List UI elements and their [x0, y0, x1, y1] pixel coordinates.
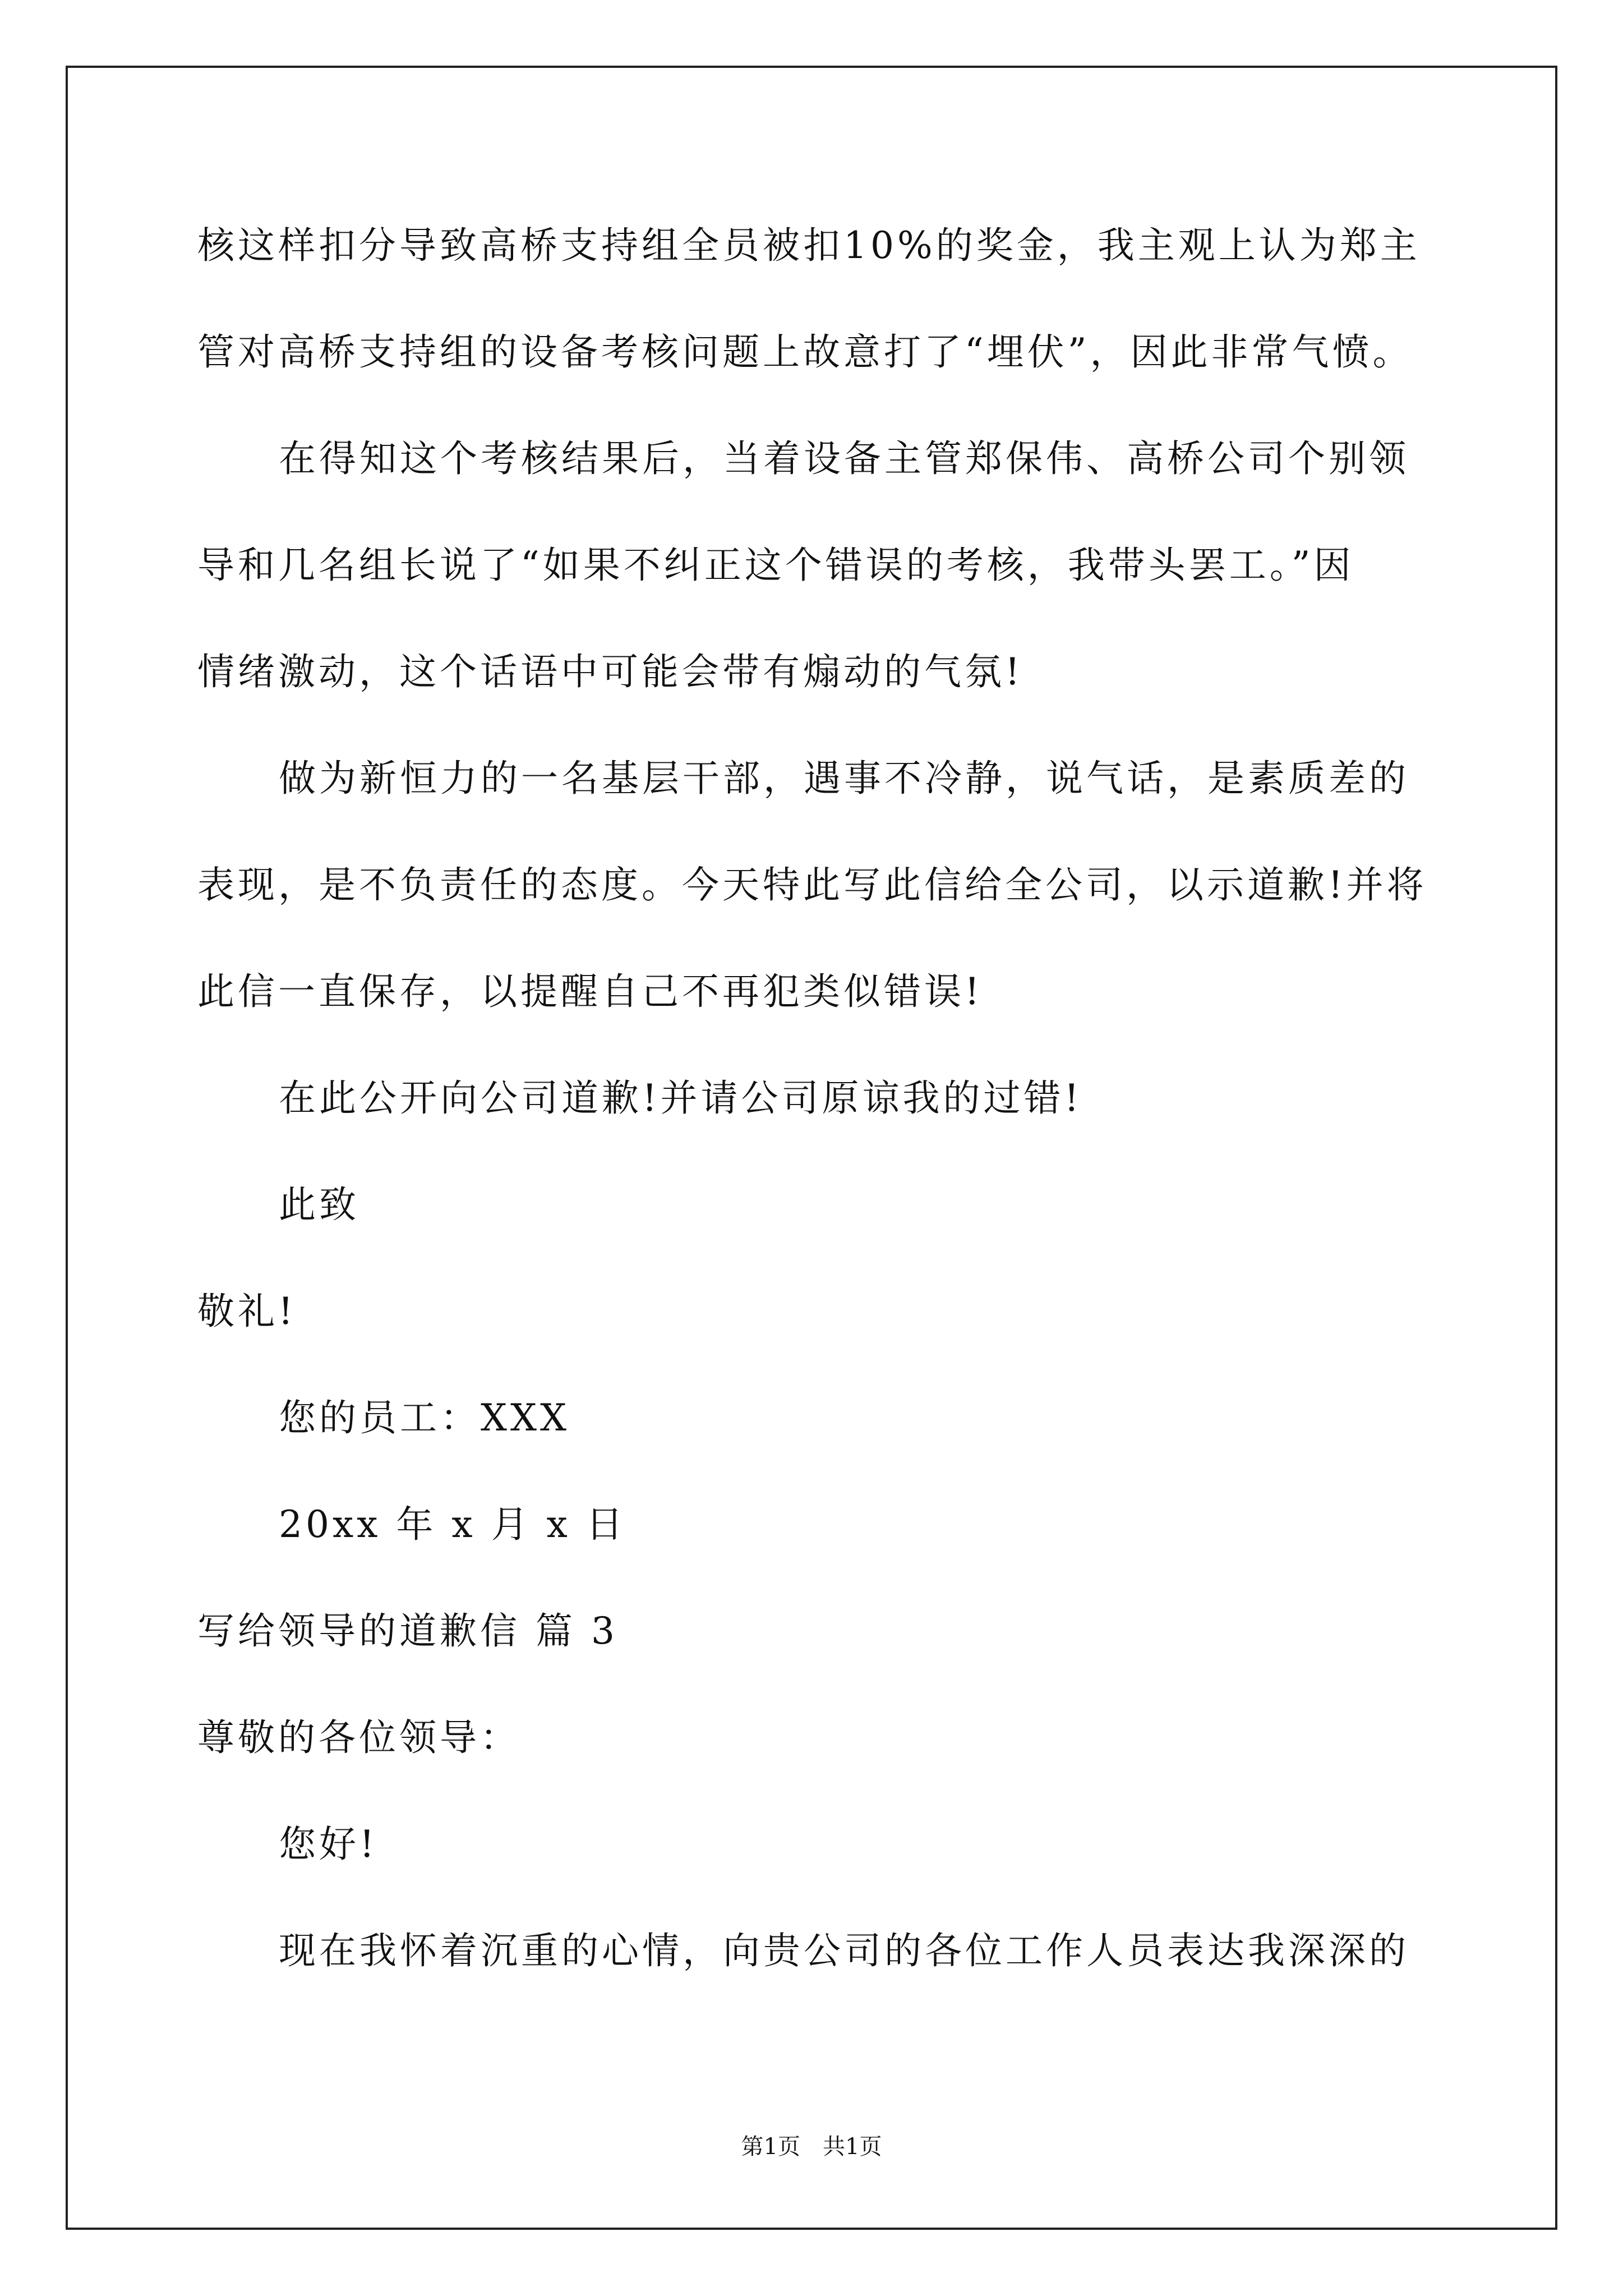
page-border — [66, 66, 1557, 2230]
text-line: 表现，是不负责任的态度。今天特此写此信给全公司，以示道歉!并将 — [197, 863, 1427, 907]
paragraph-start-line: 在此公开向公司道歉!并请公司原谅我的过错! — [279, 1076, 1083, 1120]
text-line: 管对高桥支持组的设备考核问题上故意打了“埋伏”，因此非常气愤。 — [197, 330, 1413, 374]
page-number: 第1页 — [741, 2134, 800, 2160]
greeting-line: 尊敬的各位领导： — [197, 1716, 520, 1759]
text-line: 此信一直保存，以提醒自己不再犯类似错误! — [197, 970, 983, 1013]
signature-line: 您的员工：XXX — [279, 1396, 570, 1439]
greeting-line: 您好! — [279, 1823, 378, 1866]
section-heading: 写给领导的道歉信 篇 3 — [197, 1609, 618, 1653]
text-line: 导和几名组长说了“如果不纠正这个错误的考核，我带头罢工。”因 — [197, 544, 1354, 587]
paragraph-start-line: 现在我怀着沉重的心情，向贵公司的各位工作人员表达我深深的 — [279, 1929, 1409, 1972]
page-total: 共1页 — [823, 2134, 882, 2160]
closing-phrase: 此致 — [279, 1183, 359, 1226]
page-footer — [0, 2136, 1623, 2158]
text-line: 核这样扣分导致高桥支持组全员被扣10%的奖金，我主观上认为郑主 — [197, 224, 1421, 267]
paragraph-start-line: 做为新恒力的一名基层干部，遇事不冷静，说气话，是素质差的 — [279, 757, 1409, 800]
paragraph-start-line: 在得知这个考核结果后，当着设备主管郑保伟、高桥公司个别领 — [279, 437, 1409, 480]
text-line: 情绪激动，这个话语中可能会带有煽动的气氛! — [197, 650, 1023, 693]
salutation-closing: 敬礼! — [197, 1290, 297, 1333]
date-line: 20xx 年 x 月 x 日 — [279, 1503, 626, 1546]
